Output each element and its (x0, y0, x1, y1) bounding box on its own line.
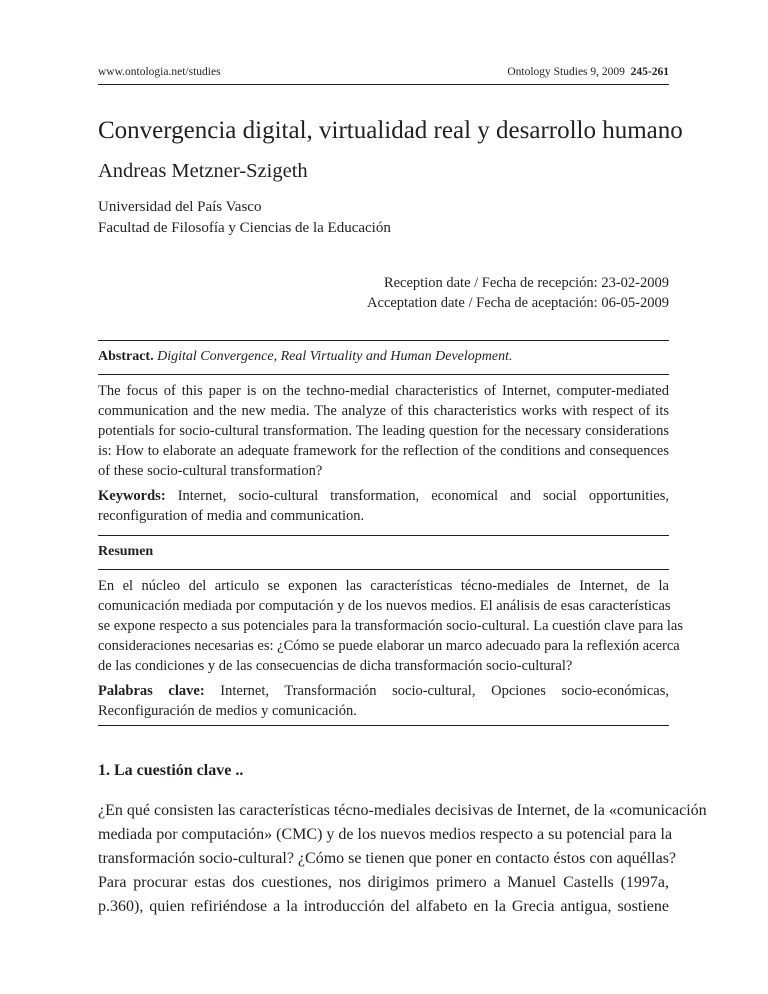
abstract-line: communication and the new media. The analyze of this characteristics works with respect of its (98, 403, 669, 419)
article-title: Convergencia digital, virtualidad real y desarrollo humano (98, 117, 683, 144)
resumen-line: comunicación mediada por computación y de los nuevos medios. El análisis de esas características (98, 598, 671, 614)
abstract-line: The focus of this paper is on the techno-medial characteristics of Internet, computer-mediated (98, 383, 669, 399)
palabras-clave-line: Reconfiguración de medios y comunicación. (98, 703, 357, 719)
abstract-text (98, 381, 669, 481)
abstract-line: is: How to elaborate an adequate framework for the reflection of the conditions and consequences (98, 443, 669, 459)
body-line: ¿En qué consisten las características técno-mediales decisivas de Internet, de la «comunicación (98, 802, 707, 819)
header-divider (98, 84, 669, 85)
affiliation-faculty: Facultad de Filosofía y Ciencias de la Educación (98, 220, 391, 236)
abstract-line: potentials for socio-cultural transformation. The leading question for the necessary considerations (98, 423, 669, 439)
page-range: 245-261 (630, 66, 669, 78)
palabras-clave (98, 681, 669, 721)
resumen-bottom-rule (98, 725, 669, 726)
body-line: transformación socio-cultural? ¿Cómo se tienen que poner en contacto éstos con aquéllas? (98, 850, 677, 867)
section-body (98, 799, 707, 919)
abstract-divider (98, 374, 669, 375)
keywords (98, 486, 669, 526)
resumen-divider (98, 569, 669, 570)
journal-name: Ontology Studies 9, 2009 (507, 66, 625, 78)
affiliation-university: Universidad del País Vasco (98, 199, 262, 215)
resumen-line: consideraciones necesarias es: ¿Cómo se puede elaborar un marco adecuado para la reflexión acerca (98, 638, 680, 654)
journal-citation (507, 66, 669, 78)
resumen-line: se expone respecto a sus potenciales para la transformación socio-cultural. La cuestión clave para las (98, 618, 683, 634)
resumen-top-rule (98, 535, 669, 536)
resumen-line: de las condiciones y de las consecuencias de dicha transformación socio-cultural? (98, 658, 573, 674)
abstract-english-title: Digital Convergence, Real Virtuality and Human Development. (157, 349, 513, 364)
abstract-line: of these socio-cultural transformation? (98, 463, 323, 479)
body-line: mediada por computación» (CMC) y de los nuevos medios respecto a su potencial para la (98, 826, 673, 843)
body-line: p.360), quien refiriéndose a la introducción del alfabeto en la Grecia antigua, sostiene (98, 898, 669, 915)
palabras-clave-label: Palabras clave: (98, 683, 205, 699)
section-heading: 1. La cuestión clave .. (98, 762, 244, 779)
body-line: Para procurar estas dos cuestiones, nos dirigimos primero a Manuel Castells (1997a, (98, 874, 669, 891)
resumen-line: En el núcleo del articulo se exponen las características técno-mediales de Internet, de la (98, 578, 669, 594)
palabras-clave-line (98, 681, 669, 701)
reception-date: Reception date / Fecha de recepción: 23-02-2009 (383, 275, 669, 291)
resumen-heading: Resumen (98, 544, 154, 559)
abstract-label: Abstract. (98, 349, 154, 364)
submission-dates (367, 273, 669, 313)
palabras-clave-text: Internet, Transformación socio-cultural, Opciones socio-económicas, (220, 683, 670, 699)
keywords-line (98, 486, 669, 506)
acceptation-date: Acceptation date / Fecha de aceptación: 06-05-2009 (367, 295, 669, 311)
journal-url[interactable]: www.ontologia.net/studies (98, 66, 221, 78)
abstract-heading (98, 349, 512, 365)
author-name: Andreas Metzner-Szigeth (98, 160, 308, 182)
abstract-top-rule (98, 340, 669, 341)
keywords-label: Keywords: (98, 488, 166, 504)
keywords-line: reconfiguration of media and communication. (98, 508, 365, 524)
keywords-text: Internet, socio-cultural transformation, economical and social opportunities, (177, 488, 670, 504)
resumen-text (98, 576, 683, 676)
